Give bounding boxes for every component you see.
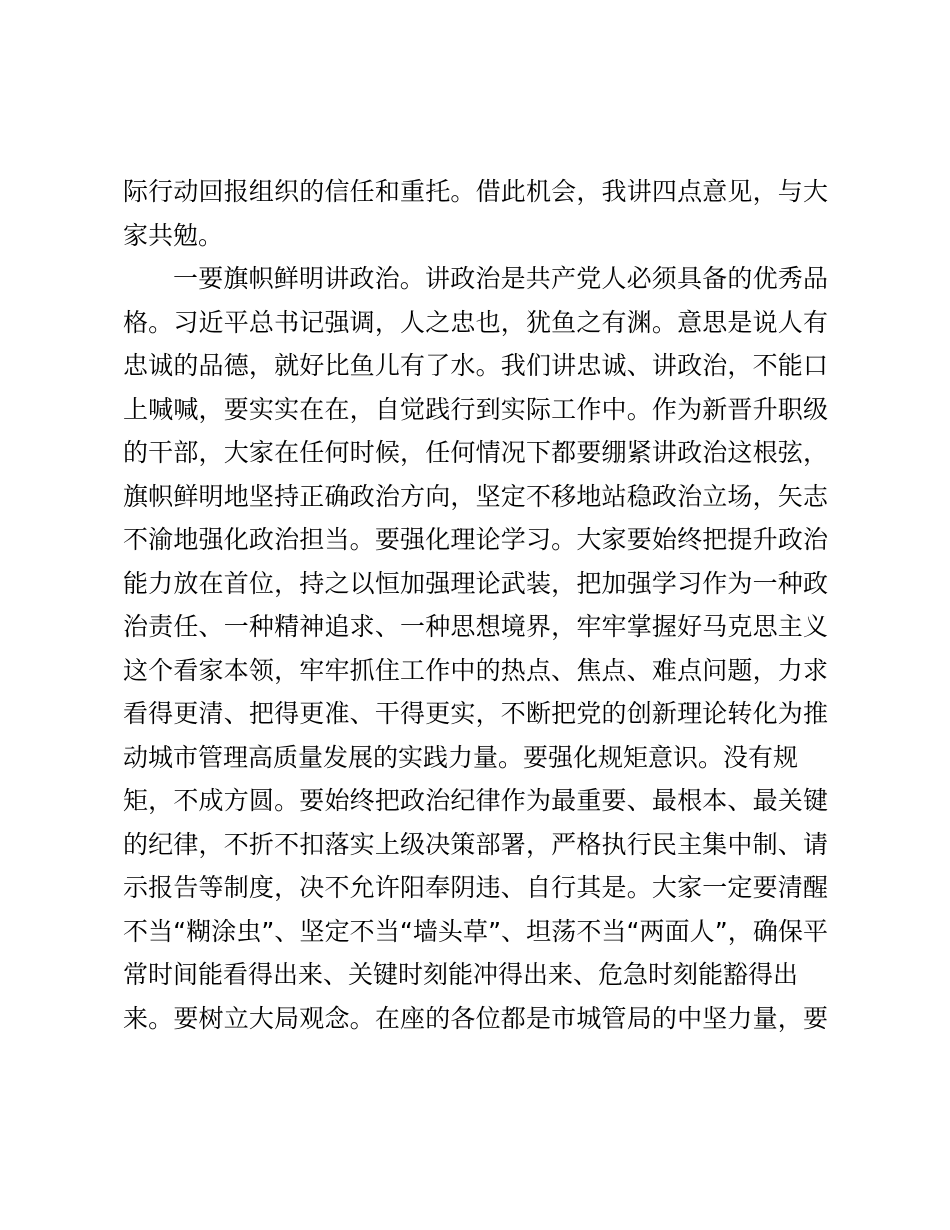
text-line: 格。习近平总书记强调，人之忠也，犹鱼之有渊。意思是说人有 — [123, 307, 828, 337]
text-line: 动城市管理高质量发展的实践力量。要强化规矩意识。没有规 — [123, 742, 799, 772]
text-line: 的纪律，不折不扣落实上级决策部署，严格执行民主集中制、请 — [123, 829, 828, 859]
text-line: 常时间能看得出来、关键时刻能冲得出来、危急时刻能豁得出 — [123, 960, 799, 989]
text-line: 示报告等制度，决不允许阳奉阴违、自行其是。大家一定要清醒 — [123, 873, 828, 902]
body-text — [123, 170, 828, 1040]
paragraph-2 — [123, 257, 828, 1040]
text-line: 上喊喊，要实实在在，自觉践行到实际工作中。作为新晋升职级 — [123, 394, 828, 424]
text-line: 这个看家本领，牢牢抓住工作中的热点、焦点、难点问题，力求 — [123, 655, 828, 685]
text-line: 来。要树立大局观念。在座的各位都是市城管局的中坚力量，要 — [123, 1003, 828, 1033]
text-line: 矩，不成方圆。要始终把政治纪律作为最重要、最根本、最关键 — [123, 786, 828, 815]
text-line: 能力放在首位，持之以恒加强理论武装，把加强学习作为一种政 — [123, 568, 828, 598]
text-line: 家共勉。 — [123, 220, 224, 250]
text-line: 不渝地强化政治担当。要强化理论学习。大家要始终把提升政治 — [123, 525, 828, 554]
text-line: 治责任、一种精神追求、一种思想境界，牢牢掌握好马克思主义 — [123, 612, 828, 641]
text-line: 的干部，大家在任何时候，任何情况下都要绷紧讲政治这根弦， — [123, 438, 828, 467]
text-line: 忠诚的品德，就好比鱼儿有了水。我们讲忠诚、讲政治，不能口 — [123, 351, 828, 380]
text-line: 一要旗帜鲜明讲政治。讲政治是共产党人必须具备的优秀品 — [173, 264, 828, 293]
text-line: 不当“糊涂虫”、坚定不当“墙头草”、坦荡不当“两面人”，确保平 — [123, 916, 828, 946]
text-line: 际行动回报组织的信任和重托。借此机会，我讲四点意见，与大 — [123, 177, 828, 206]
text-line: 旗帜鲜明地坚持正确政治方向，坚定不移地站稳政治立场，矢志 — [123, 481, 828, 511]
paragraph-1 — [123, 170, 828, 257]
text-line: 看得更清、把得更准、干得更实，不断把党的创新理论转化为推 — [123, 699, 828, 728]
